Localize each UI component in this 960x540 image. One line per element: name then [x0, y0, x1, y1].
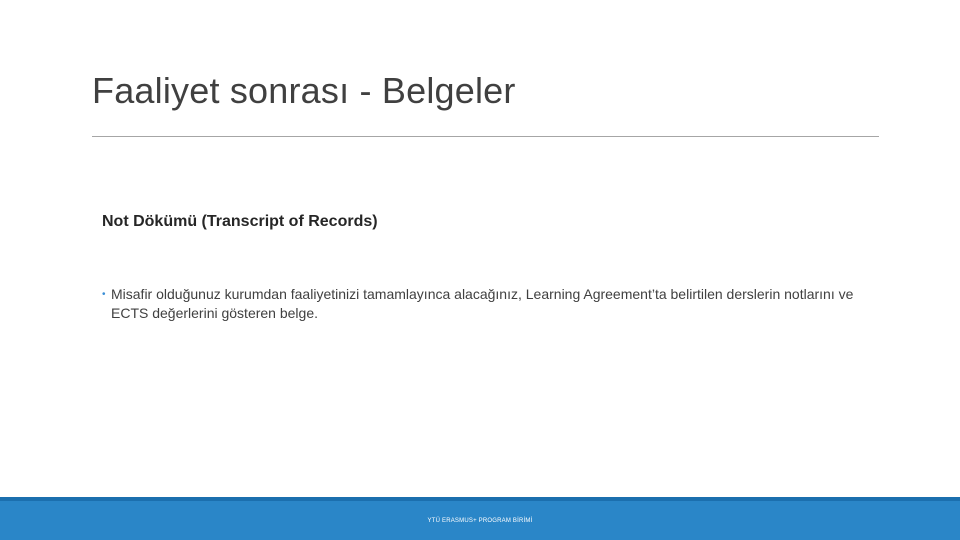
bullet-text: Misafir olduğunuz kurumdan faaliyetinizi tamamlayınca alacağınız, Learning Agreement’ta belirtilen derslerin notlarını ve ECTS değerlerini gösteren belge. [111, 286, 854, 321]
footer-accent-strip [0, 497, 960, 501]
slide-title: Faaliyet sonrası - Belgeler [92, 70, 516, 111]
list-item [102, 285, 862, 323]
section-heading: Not Dökümü (Transcript of Records) [102, 213, 378, 230]
footer-text: YTÜ ERASMUS+ PROGRAM BİRİMİ [427, 518, 533, 524]
footer-bar [0, 497, 960, 540]
bullet-list [102, 285, 862, 323]
title-divider [92, 136, 879, 137]
bullet-icon: • [102, 289, 106, 300]
